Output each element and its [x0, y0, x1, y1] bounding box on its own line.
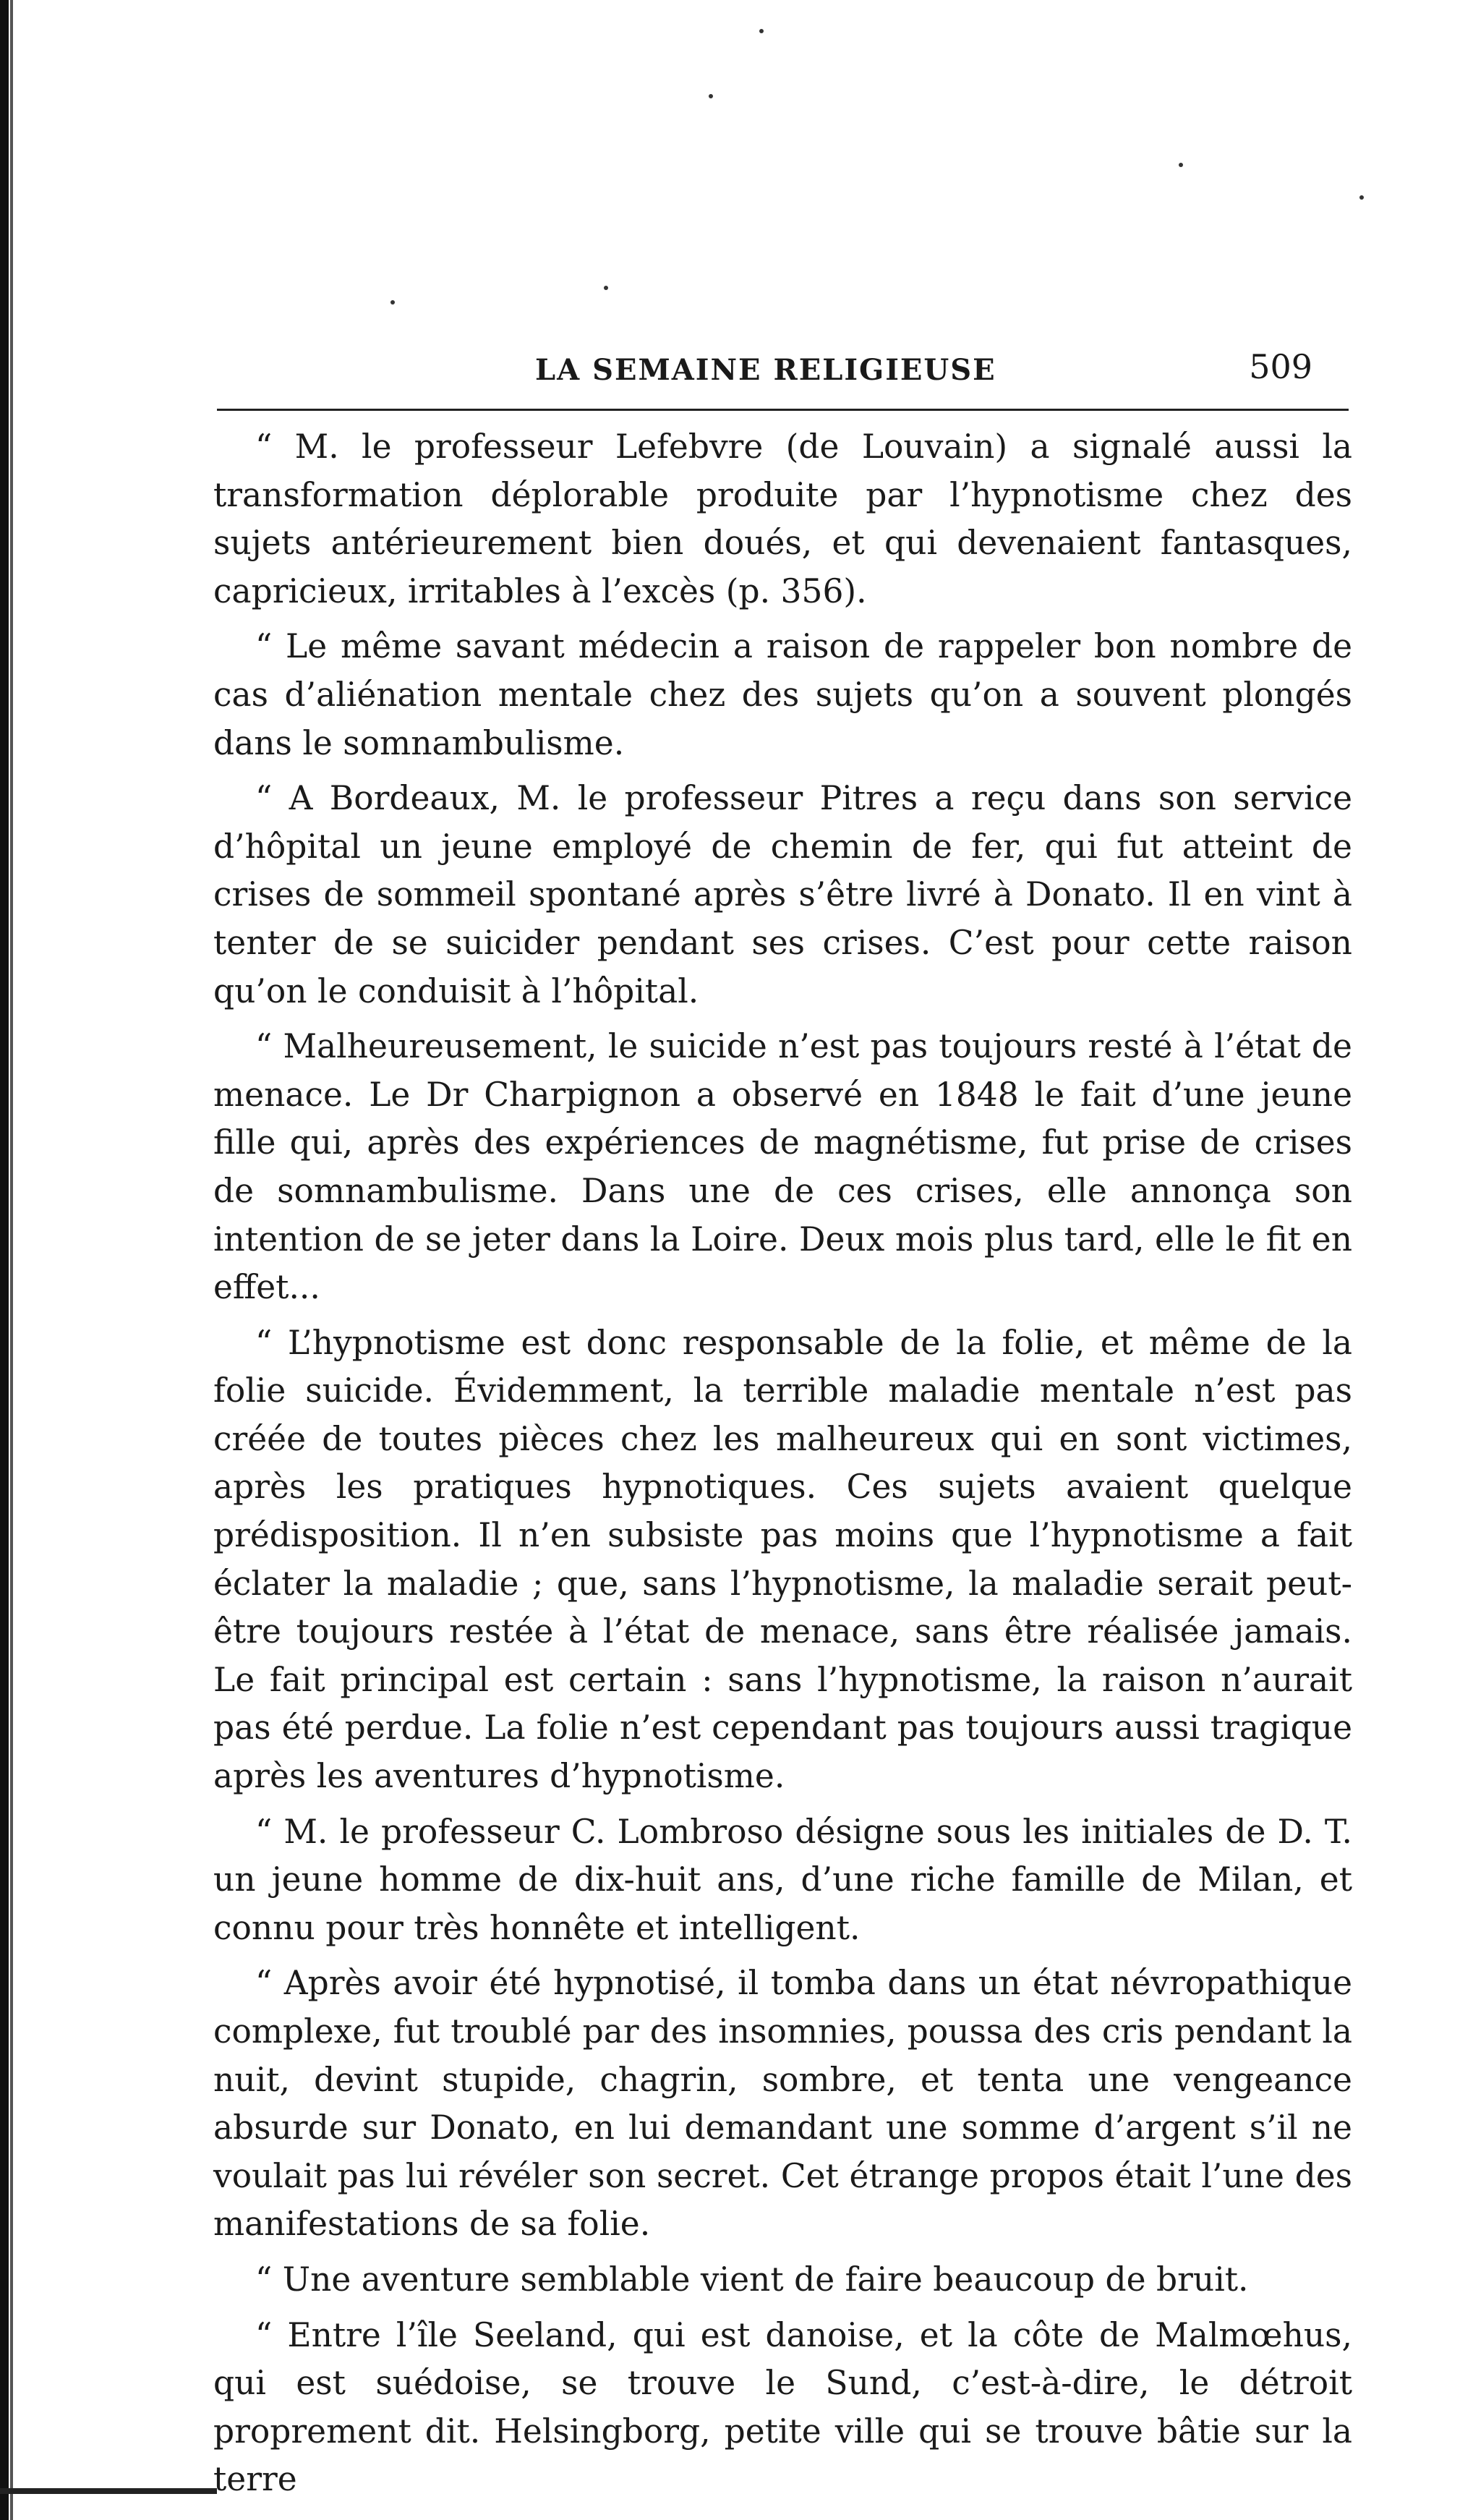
paragraph: “ L’hypnotisme est donc responsable de la folie, et même de la folie suicide. Évidemment, la terrible maladie mentale n’est pas créée de toutes pièces chez les malheureux qui en sont victimes, après les pratiques hypnotiques. Ces sujets avaient quelque prédisposition. Il n’en subsiste pas moins que l’hypnotisme a fait éclater la maladie ; que, sans l’hypnotisme, la maladie serait peut-être toujours restée à l’état de menace, sans être réalisée jamais. Le fait principal est certain : sans l’hypnotisme, la raison n’aurait pas été perdue. La folie n’est cependant pas toujours aussi tragique après les aventures d’hypnotisme. [213, 1323, 1352, 1796]
scan-speck [1359, 195, 1364, 200]
running-title: LA SEMAINE RELIGIEUSE [535, 353, 996, 387]
page-body [213, 423, 1352, 2511]
paragraph: “ Après avoir été hypnotisé, il tomba dans un état névropathique complexe, fut troublé par des insomnies, poussa des cris pendant la nuit, devint stupide, chagrin, sombre, et tenta une vengeance absurde sur Donato, en lui demandant une somme d’argent s’il ne voulait pas lui révéler son secret. Cet étrange propos était l’une des manifestations de sa folie. [213, 1964, 1352, 2244]
paragraph: “ M. le professeur C. Lombroso désigne sous les initiales de D. T. un jeune homme de dix-huit ans, d’une riche famille de Milan, et connu pour très honnête et intelligent. [213, 1812, 1352, 1947]
paragraph: “ Une aventure semblable vient de faire beaucoup de bruit. [255, 2260, 1249, 2299]
scan-speck [709, 94, 713, 98]
scan-speck [759, 29, 764, 33]
scan-left-edge [0, 0, 9, 2520]
paragraph: “ Le même savant médecin a raison de rappeler bon nombre de cas d’aliénation mentale chez des sujets qu’on a souvent plongés dans le somnambulisme. [213, 627, 1352, 762]
paragraph: “ M. le professeur Lefebvre (de Louvain) a signalé aussi la transformation déplorable produite par l’hypnotisme chez des sujets antérieurement bien doués, et qui devenaient fantasques, capricieux, irritables à l’excès (p. 356). [213, 427, 1352, 610]
page-number: 509 [1249, 347, 1312, 386]
scan-left-edge-shadow [10, 0, 13, 2520]
paragraph: “ A Bordeaux, M. le professeur Pitres a reçu dans son service d’hôpital un jeune employé de chemin de fer, qui fut atteint de crises de sommeil spontané après s’être livré à Donato. Il en vint à tenter de se suicider pendant ses crises. C’est pour cette raison qu’on le conduisit à l’hôpital. [213, 779, 1352, 1010]
paragraph: “ Entre l’île Seeland, qui est danoise, et la côte de Malmœhus, qui est suédoise, se trouve le Sund, c’est-à-dire, le détroit proprement dit. Helsingborg, petite ville qui se trouve bâtie sur la terre [213, 2315, 1352, 2499]
scan-speck [604, 286, 608, 290]
scan-bottom-mark [0, 2488, 217, 2494]
scan-speck [1179, 163, 1183, 167]
page-header [217, 339, 1349, 404]
header-rule [217, 409, 1349, 411]
paragraph: “ Malheureusement, le suicide n’est pas toujours resté à l’état de menace. Le Dr Charpignon a observé en 1848 le fait d’une jeune fille qui, après des expériences de magnétisme, fut prise de crises de somnambulisme. Dans une de ces crises, elle annonça son intention de se jeter dans la Loire. Deux mois plus tard, elle le fit en effet... [213, 1027, 1352, 1307]
scan-speck [390, 300, 395, 305]
